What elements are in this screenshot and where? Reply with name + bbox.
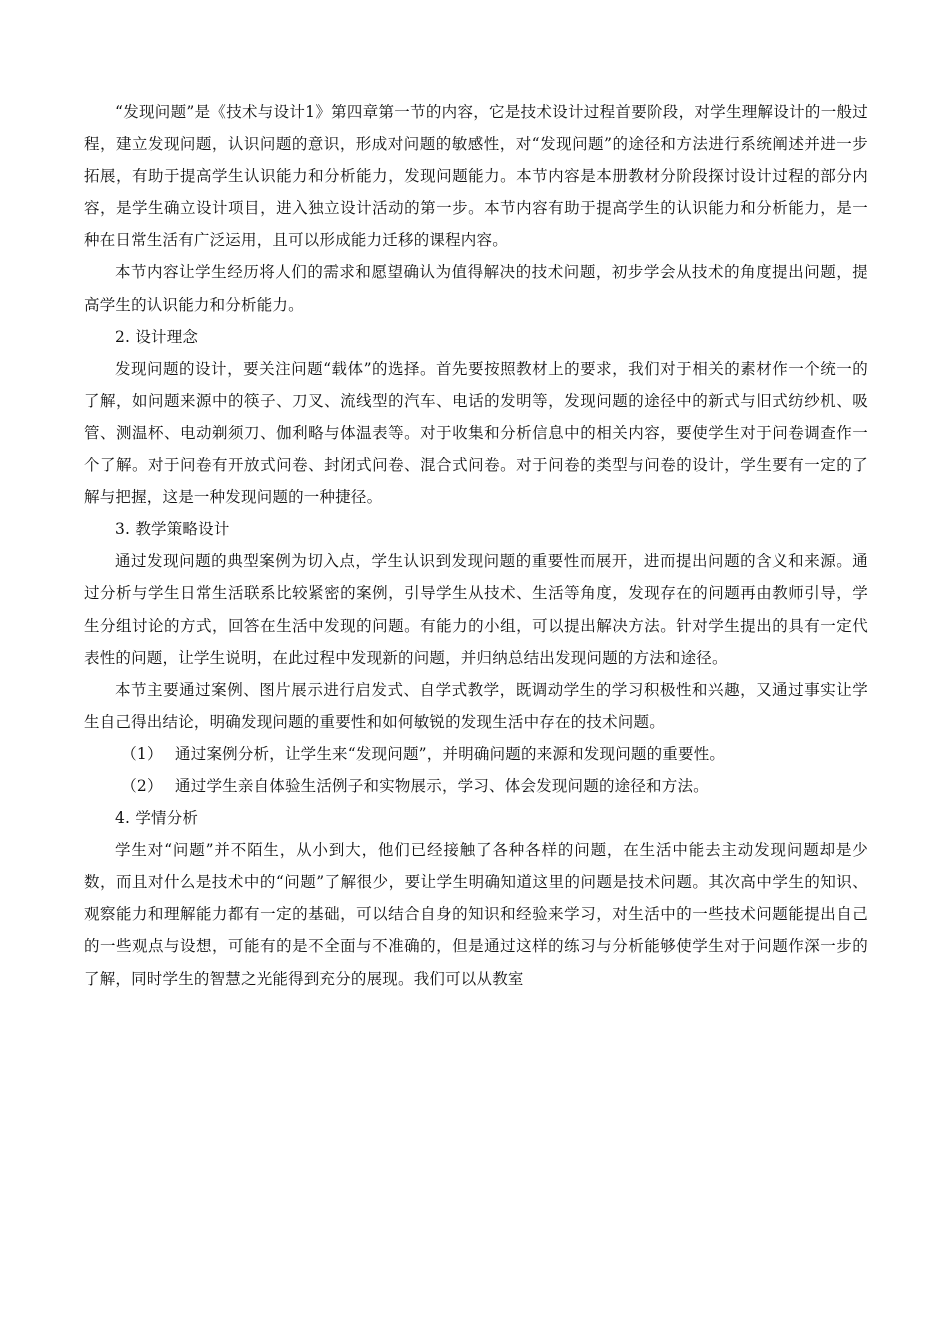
section-heading-design-concept: 2. 设计理念 [115,327,199,346]
intro-paragraph: “发现问题”是《技术与设计1》第四章第一节的内容，它是技术设计过程首要阶段，对学生理解设计的一般过程，建立发现问题，认识问题的意识，形成对问题的敏感性，对“发现问题”的途径和方法进行系统阐述并进一步拓展，有助于提高学生认识能力和分析能力，发现问题能力。本节内容是本册教材分阶段探讨设计过程的部分内容，是学生确立设计项目，进入独立设计活动的第一步。本节内容有助于提高学生的认识能力和分析能力，是一种在日常生活有广泛运用，且可以形成能力迁移的课程内容。 [84,103,868,250]
section-heading-learner-analysis: 4. 学情分析 [115,809,199,828]
teaching-method-paragraph: 本节主要通过案例、图片展示进行启发式、自学式教学，既调动学生的学习积极性和兴趣，又通过事实让学生自己得出结论，明确发现问题的重要性和如何敏锐的发现生活中存在的技术问题。 [84,680,868,731]
list-item [84,738,868,770]
list-item-number: （1） [121,744,163,763]
list-item [84,770,868,802]
list-item-number: （2） [121,776,163,795]
design-concept-paragraph: 发现问题的设计，要关注问题“载体”的选择。首先要按照教材上的要求，我们对于相关的素材作一个统一的了解，如问题来源中的筷子、刀叉、流线型的汽车、电话的发明等，发现问题的途径中的新式与旧式纺纱机、吸管、测温杯、电动剃须刀、伽利略与体温表等。对于收集和分析信息中的相关内容，要使学生对于问卷调查作一个了解。对于问卷有开放式问卷、封闭式问卷、混合式问卷。对于问卷的类型与问卷的设计，学生要有一定的了解与把握，这是一种发现问题的一种捷径。 [84,359,868,507]
section-heading-teaching-strategy: 3. 教学策略设计 [115,520,230,539]
teaching-strategy-paragraph: 通过发现问题的典型案例为切入点，学生认识到发现问题的重要性而展开，进而提出问题的含义和来源。通过分析与学生日常生活联系比较紧密的案例，引导学生从技术、生活等角度，发现存在的问题再由教师引导，学生分组讨论的方式，回答在生活中发现的问题。有能力的小组，可以提出解决方法。针对学生提出的具有一定代表性的问题，让学生说明，在此过程中发现新的问题，并归纳总结出发现问题的方法和途径。 [84,552,868,667]
learner-analysis-paragraph: 学生对“问题”并不陌生，从小到大，他们已经接触了各种各样的问题，在生活中能去主动发现问题却是少数，而且对什么是技术中的“问题”了解很少，要让学生明确知道这里的问题是技术问题。其次高中学生的知识、观察能力和理解能力都有一定的基础，可以结合自身的知识和经验来学习，对生活中的一些技术问题能提出自己的一些观点与设想，可能有的是不全面与不准确的，但是通过这样的练习与分析能够使学生对于问题作深一步的了解，同时学生的智慧之光能得到充分的展现。我们可以从教室 [84,841,868,988]
list-item-text: 通过案例分析，让学生来“发现问题”，并明确问题的来源和发现问题的重要性。 [175,744,726,763]
document-body [84,96,868,995]
objective-paragraph: 本节内容让学生经历将人们的需求和愿望确认为值得解决的技术问题，初步学会从技术的角度提出问题，提高学生的认识能力和分析能力。 [84,263,868,314]
list-item-text: 通过学生亲自体验生活例子和实物展示，学习、体会发现问题的途径和方法。 [175,776,709,795]
